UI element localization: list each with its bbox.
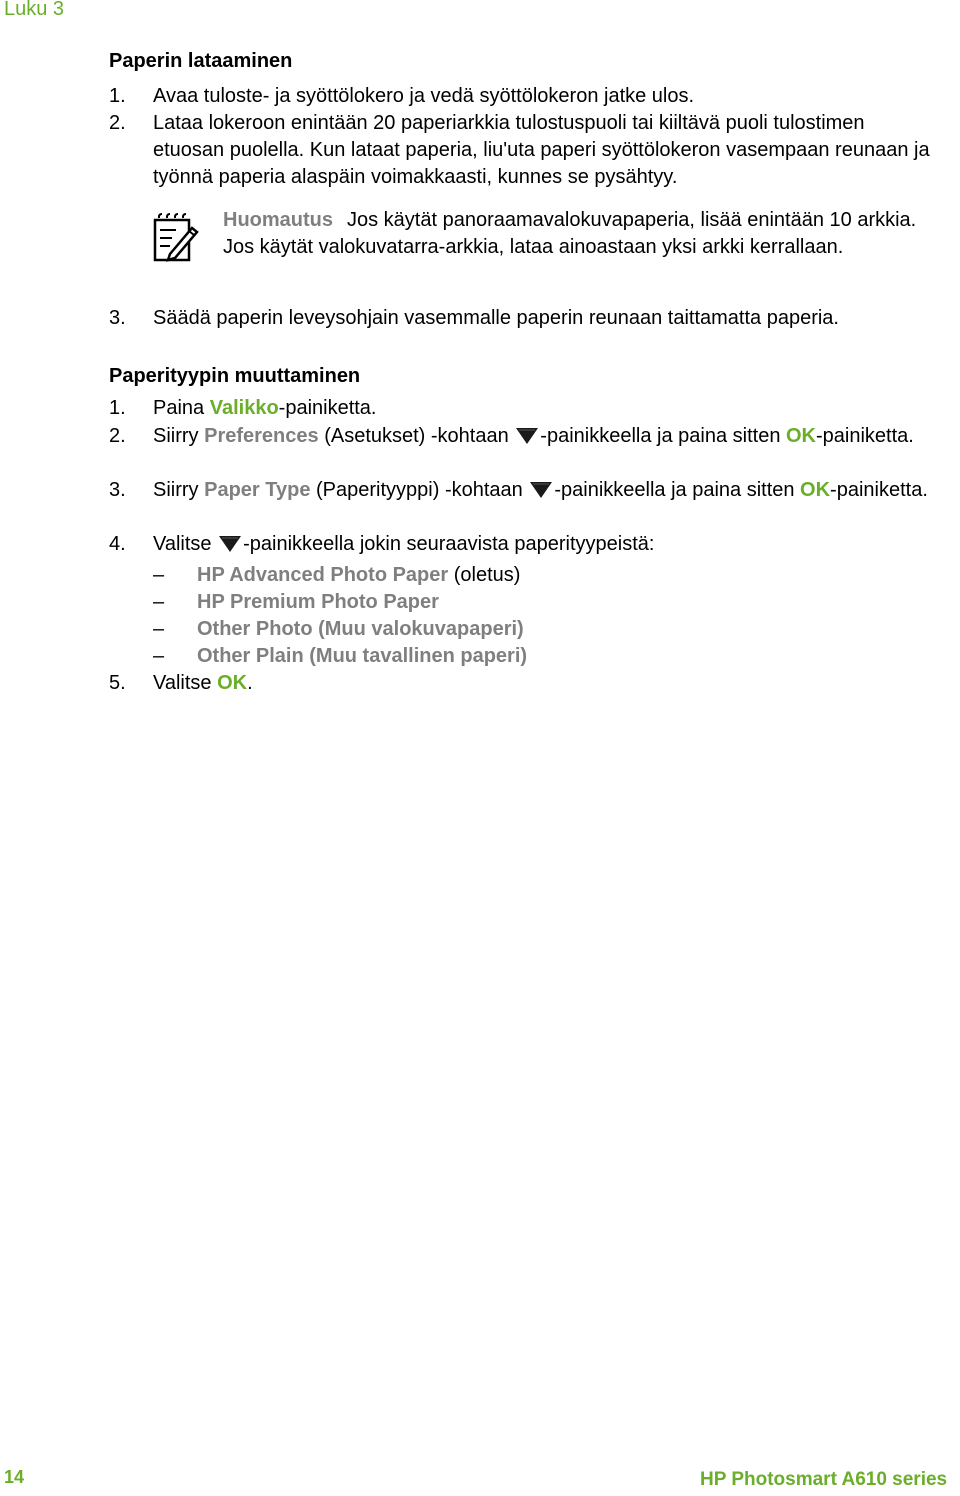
list-item [109,305,939,332]
note-label: Huomautus [223,209,333,231]
paper-type-option: – Other Photo (Muu valokuvapaperi) [153,618,524,640]
note-pencil-icon [152,210,200,264]
step-text: Paina Valikko-painiketta. [153,397,377,419]
list-item [109,395,939,422]
step-number: 5. [109,672,126,694]
paper-type-option: – HP Premium Photo Paper [153,591,439,613]
step-text: Lataa lokeroon enintään 20 paperiarkkia tulostuspuoli tai kiiltävä puoli tulostimen etuosan puolella. Kun lataat paperia, liu'uta paperi syöttölokeron vasempaan reunaan ja työnnä paperia alaspäin voimakkaasti, kunnes se pysähtyy. [153,112,930,188]
paper-type-name: HP Advanced Photo Paper [197,564,449,586]
paper-type-option: – Other Plain (Muu tavallinen paperi) [153,645,528,667]
ok-button-name: OK [786,425,816,447]
down-arrow-icon [218,534,242,552]
step-text: Siirry Preferences (Asetukset) -kohtaan -painikkeella ja paina sitten OK-painiketta. [153,425,914,447]
note-text: Jos käytät panoraamavalokuvapaperia, lisää enintään 10 arkkia. Jos käytät valokuvatarra-arkkia, lataa ainoastaan yksi arkki kerrallaan. [223,209,917,258]
step-number: 4. [109,533,126,555]
section-title-paper-type: Paperityypin muuttaminen [109,365,361,387]
ok-button-name: OK [217,672,248,694]
list-item [109,531,939,558]
step-number: 1. [109,85,126,107]
paper-type-name: Other Photo (Muu valokuvapaperi) [197,618,524,640]
page-number: 14 [4,1467,25,1487]
list-item [109,423,939,450]
step-text: Säädä paperin leveysohjain vasemmalle paperin reunaan taittamatta paperia. [153,307,839,329]
list-item [109,477,939,504]
section-title-paper-loading: Paperin lataaminen [109,50,293,72]
list-item [109,110,939,191]
product-name: HP Photosmart A610 series [700,1469,948,1490]
list-item [109,670,939,697]
step-number: 3. [109,307,126,329]
paper-type-name: Other Plain (Muu tavallinen paperi) [197,645,528,667]
note [223,207,923,261]
menu-item-name: Preferences [204,425,319,447]
paper-type-name: HP Premium Photo Paper [197,591,439,613]
step-number: 2. [109,425,126,447]
down-arrow-icon [529,480,553,498]
step-text: Valitse -painikkeella jokin seuraavista paperityypeistä: [153,533,655,555]
chapter-label: Luku 3 [4,0,65,20]
step-text: Valitse OK. [153,672,253,694]
ok-button-name: OK [800,479,831,501]
step-text: Siirry Paper Type (Paperityyppi) -kohtaan -painikkeella ja paina sitten OK-painiketta. [153,479,928,501]
step-number: 1. [109,397,126,419]
step-number: 3. [109,479,126,501]
step-number: 2. [109,112,126,134]
paper-type-option: – HP Advanced Photo Paper (oletus) [153,564,521,586]
menu-item-name: Paper Type [204,479,311,501]
step-text: Avaa tuloste- ja syöttölokero ja vedä syöttölokeron jatke ulos. [153,85,695,107]
down-arrow-icon [515,426,539,444]
list-item [109,83,939,110]
menu-button-name: Valikko [209,397,279,419]
